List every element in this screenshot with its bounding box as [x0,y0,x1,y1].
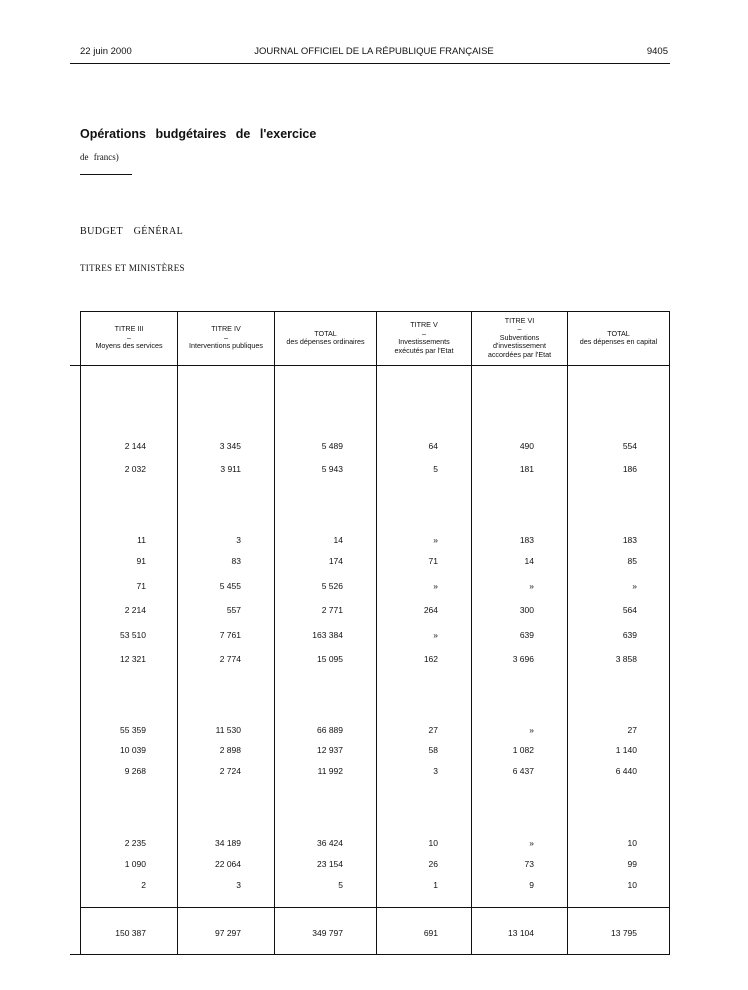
col-divider [274,311,275,955]
column-header-line: Interventions publiques [189,341,263,351]
journal-title: JOURNAL OFFICIEL DE LA RÉPUBLIQUE FRANÇAISE [254,46,494,57]
table-cell: » [433,535,438,545]
table-cell: 6 440 [615,766,637,776]
table-cell: 71 [428,556,438,566]
table-cell: 5 [433,464,438,474]
table-cell: 564 [622,605,637,615]
header-rule [70,63,670,64]
table-cell: 23 154 [317,859,343,869]
column-header-line: TITRE IV [211,324,241,334]
table-cell: 85 [627,556,637,566]
budget-heading: BUDGET GÉNÉRAL [80,226,184,237]
col-divider [669,311,670,955]
page-number: 9405 [646,46,668,57]
column-header [178,312,274,364]
table-cell: 3 [236,535,241,545]
table-cell: 27 [428,725,438,735]
table-cell: 53 510 [120,630,146,640]
column-header [81,312,177,364]
table-cell: 12 321 [120,654,146,664]
column-header-line: Subventions d'investissement [493,332,546,351]
total-cell: 13 104 [508,928,534,938]
table-head-rule [70,365,670,366]
column-header [568,312,669,364]
table-cell: » [529,725,534,735]
table-cell: » [433,581,438,591]
table-cell: 27 [627,725,637,735]
header-date: 22 juin 2000 [80,46,132,57]
total-cell: 13 795 [611,928,637,938]
table-cell: 73 [524,859,534,869]
section-subtitle: de francs) [80,152,119,162]
table-cell: 10 [627,880,637,890]
table-cell: 300 [519,605,534,615]
total-cell: 691 [423,928,438,938]
table-cell: 66 889 [317,725,343,735]
table-cell: 99 [627,859,637,869]
col-divider [80,311,81,955]
table-cell: 174 [328,556,343,566]
column-header [472,312,567,364]
column-header-line: TOTAL [314,328,337,338]
table-cell: 639 [519,630,534,640]
table-cell: 186 [622,464,637,474]
table-cell: 2 214 [124,605,146,615]
column-header-line: Moyens des services [95,341,163,351]
column-header-line: – [422,328,426,338]
table-cell: 2 771 [321,605,343,615]
table-cell: 557 [226,605,241,615]
table-cell: 2 032 [124,464,146,474]
titres-heading: TITRES ET MINISTÈRES [80,263,185,273]
column-header-line: accordées par l'Etat [487,349,552,359]
table-cell: 3 696 [512,654,534,664]
subtitle-rule [80,174,132,175]
table-cell: 14 [333,535,343,545]
table-cell: 1 [433,880,438,890]
table-cell: 14 [524,556,534,566]
table-cell: 26 [428,859,438,869]
column-header [275,312,376,364]
table-cell: 3 [433,766,438,776]
col-divider [471,311,472,955]
column-header-line: TOTAL [607,328,630,338]
table-cell: » [529,581,534,591]
table-cell: 162 [423,654,438,664]
table-cell: 12 937 [317,745,343,755]
table-cell: 10 [428,838,438,848]
table-cell: 9 [529,880,534,890]
column-header-line: des dépenses ordinaires [286,337,365,346]
table-cell: 2 235 [124,838,146,848]
table-cell: 163 384 [312,630,343,640]
table-cell: » [632,581,637,591]
total-cell: 349 797 [312,928,343,938]
table-cell: 3 345 [219,441,241,451]
table-cell: 11 530 [215,725,241,735]
col-divider [177,311,178,955]
table-cell: 64 [428,441,438,451]
table-cell: 34 189 [215,838,241,848]
column-header-line: – [224,332,228,342]
total-cell: 97 297 [215,928,241,938]
column-header-line: exécutés par l'Etat [394,345,454,355]
column-header-line: Investissements [398,337,450,346]
table-cell: 183 [622,535,637,545]
table-cell: » [433,630,438,640]
table-cell: 15 095 [317,654,343,664]
table-cell: 2 [141,880,146,890]
table-cell: 55 359 [120,725,146,735]
column-header [377,312,471,364]
table-cell: 91 [136,556,146,566]
table-cell: 58 [428,745,438,755]
column-header-line: – [517,324,522,334]
table-cell: 6 437 [512,766,534,776]
table-cell: 3 858 [615,654,637,664]
table-total-rule [80,907,670,908]
table-cell: 11 992 [317,766,343,776]
table-cell: 2 144 [124,441,146,451]
column-header-line: TITRE VI [504,315,535,325]
table-cell: 2 774 [219,654,241,664]
table-cell: 10 [627,838,637,848]
table-cell: 1 090 [124,859,146,869]
table-cell: 264 [423,605,438,615]
col-divider [376,311,377,955]
table-cell: 3 [236,880,241,890]
table-cell: 5 943 [321,464,343,474]
table-cell: 490 [519,441,534,451]
table-cell: 22 064 [215,859,241,869]
table-cell: » [529,838,534,848]
table-cell: 5 489 [321,441,343,451]
table-cell: 5 526 [321,581,343,591]
column-header-line: TITRE V [410,320,438,329]
table-cell: 11 [137,535,146,545]
column-header-line: des dépenses en capital [579,337,658,346]
column-header-line: TITRE III [114,324,144,334]
table-cell: 181 [519,464,534,474]
total-cell: 150 387 [115,928,146,938]
section-title: Opérations budgétaires de l'exercice [80,127,317,141]
table-cell: 5 [338,880,343,890]
table-cell: 5 455 [219,581,241,591]
table-cell: 2 898 [219,745,241,755]
col-divider [567,311,568,955]
table-bottom-rule [70,954,670,955]
table-cell: 83 [231,556,241,566]
table-cell: 183 [519,535,534,545]
column-header-line: – [127,332,131,342]
table-cell: 36 424 [317,838,343,848]
table-cell: 1 140 [615,745,637,755]
table-cell: 2 724 [219,766,241,776]
table-cell: 554 [622,441,637,451]
table-cell: 9 268 [124,766,146,776]
table-cell: 1 082 [512,745,534,755]
table-cell: 10 039 [120,745,146,755]
table-cell: 71 [136,581,146,591]
table-cell: 7 761 [219,630,241,640]
table-cell: 639 [622,630,637,640]
table-cell: 3 911 [220,464,241,474]
